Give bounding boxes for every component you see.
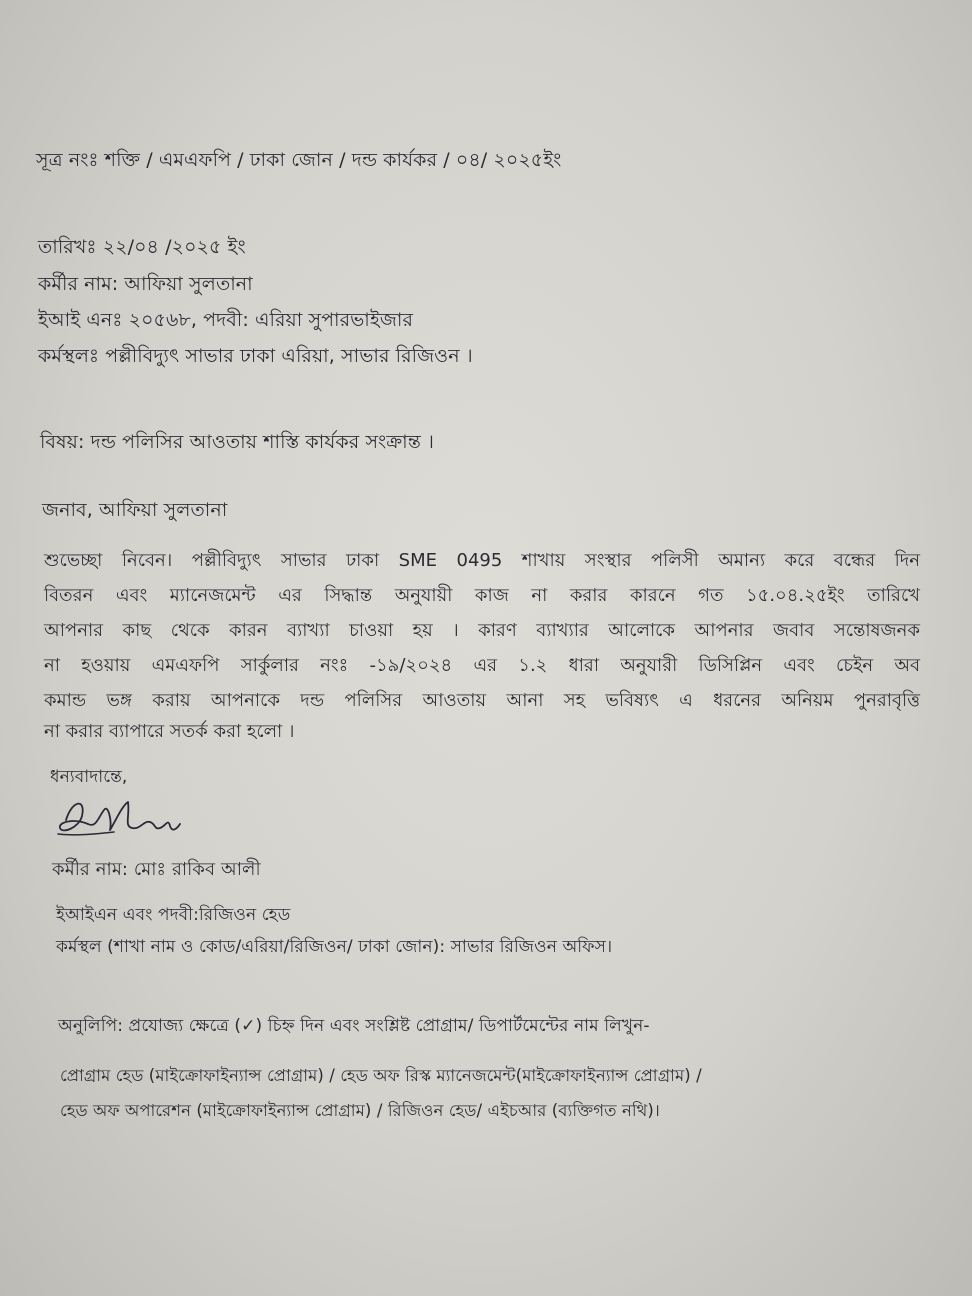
body-line-3: আপনার কাছ থেকে কারন ব্যাখ্যা চাওয়া হয় । কারণ ব্যাখ্যার আলোকে আপনার জবাব সন্তোষজনক	[44, 620, 920, 641]
signature	[52, 790, 192, 850]
body-line-4: না হওয়ায় এমএফপি সার্কুলার নংঃ -১৯/২০২৪ এর ১.২ ধারা অনুযারী ডিসিপ্লিন এবং চেইন অব	[44, 655, 920, 676]
closing: ধন্যবাদান্তে,	[50, 767, 128, 787]
employee-workplace: কর্মস্থলঃ পল্লীবিদ্যুৎ সাভার ঢাকা এরিয়া, সাভার রিজিওন ।	[38, 345, 473, 367]
letter-date: তারিখঃ ২২/০৪ /২০২৫ ইং	[38, 236, 246, 258]
subject-line: বিষয়: দন্ড পলিসির আওতায় শাস্তি কার্যকর সংক্রান্ত ।	[40, 431, 434, 453]
body-line-6: না করার ব্যাপারে সতর্ক করা হলো ।	[44, 721, 295, 742]
sender-designation: ইআইএন এবং পদবী:রিজিওন হেড	[56, 905, 291, 925]
body-line-1: শুভেচ্ছা নিবেন। পল্লীবিদ্যুৎ সাভার ঢাকা SME 0495 শাখায় সংস্থার পলিসী অমান্য করে বন্ধের দিন	[44, 550, 920, 571]
salutation: জনাব, আফিয়া সুলতানা	[42, 499, 228, 521]
body-line-5: কমান্ড ভঙ্গ করায় আপনাকে দন্ড পলিসির আওতায় আনা সহ ভবিষ্যৎ এ ধরনের অনিয়ম পুনরাবৃত্তি	[44, 690, 920, 711]
reference-number: সূত্র নংঃ শক্তি / এমএফপি / ঢাকা জোন / দন্ড কার্যকর / ০৪/ ২০২৫ইং	[36, 149, 562, 171]
employee-name: কর্মীর নাম: আফিয়া সুলতানা	[38, 273, 253, 295]
body-line-2: বিতরন এবং ম্যানেজমেন্ট এর সিদ্ধান্ত অনুযায়ী কাজ না করার কারনে গত ১৫.০৪.২৫ইং তারিখে	[44, 585, 920, 606]
sender-name: কর্মীর নাম: মোঃ রাকিব আলী	[52, 859, 261, 880]
employee-ein-designation: ইআই এনঃ ২০৫৬৮, পদবী: এরিয়া সুপারভাইজার	[38, 309, 414, 331]
sender-workplace: কর্মস্থল (শাখা নাম ও কোড/এরিয়া/রিজিওন/ ঢাকা জোন): সাভার রিজিওন অফিস।	[56, 937, 613, 957]
cc-instruction: অনুলিপি: প্রযোজ্য ক্ষেত্রে (✓) চিহ্ন দিন এবং সংশ্লিষ্ট প্রোগ্রাম/ ডিপার্টমেন্টের নাম লিখুন-	[58, 1016, 650, 1036]
cc-line-1: প্রোগ্রাম হেড (মাইক্রোফাইন্যান্স প্রোগ্রাম) / হেড অফ রিস্ক ম্যানেজমেন্ট(মাইক্রোফাইন্যান্স প্রোগ্রাম) /	[60, 1066, 702, 1085]
cc-line-2: হেড অফ অপারেশন (মাইক্রোফাইন্যান্স প্রোগ্রাম) / রিজিওন হেড/ এইচআর (ব্যক্তিগত নথি)।	[60, 1101, 660, 1120]
